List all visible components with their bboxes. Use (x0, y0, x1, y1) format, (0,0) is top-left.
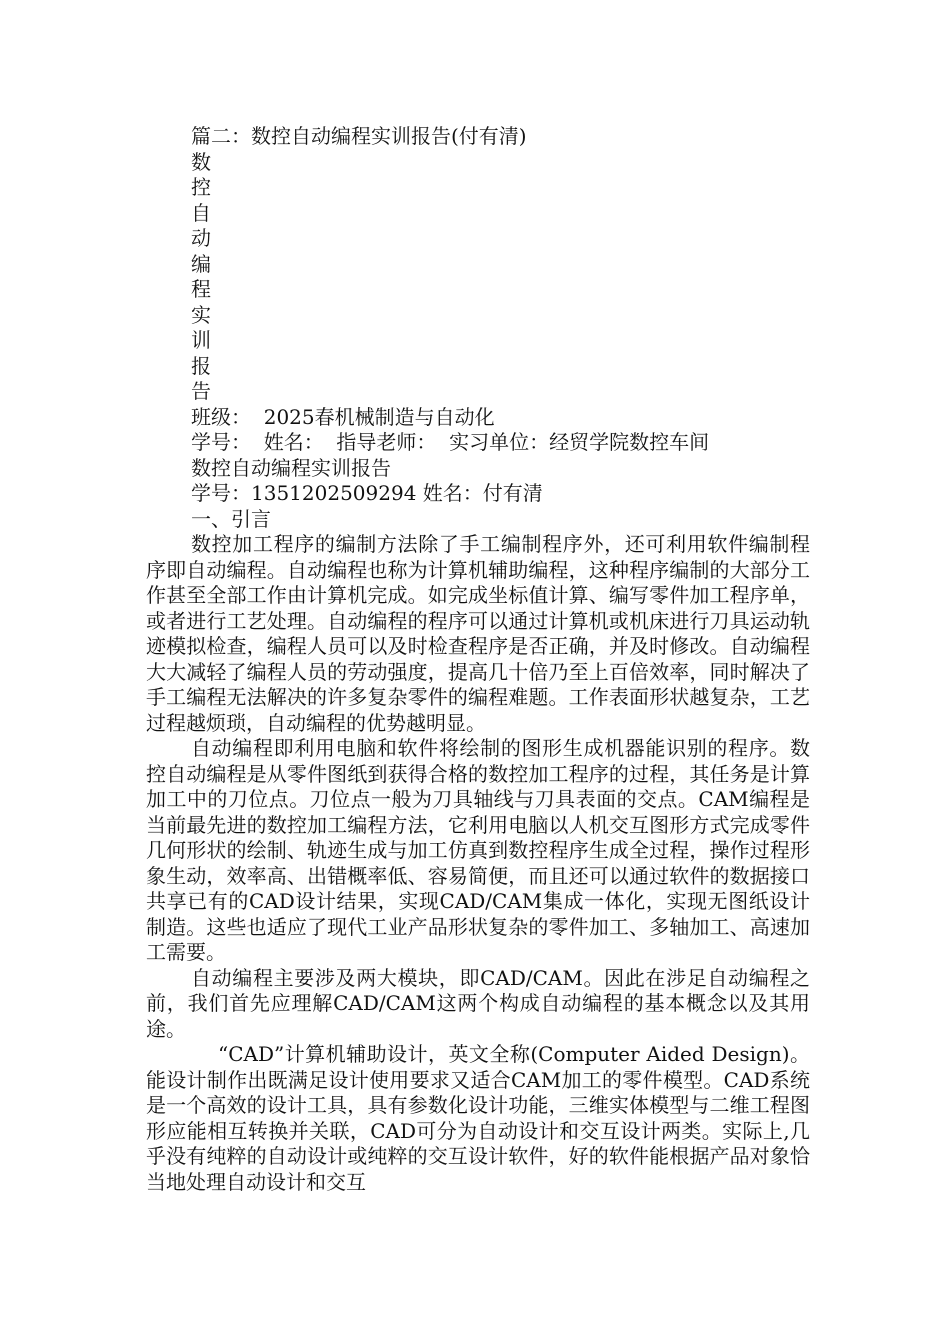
document-title-line: 篇二：数控自动编程实训报告(付有清) (191, 124, 527, 148)
vertical-title (146, 150, 810, 405)
vertical-title-char: 告 (191, 379, 211, 403)
document-body (146, 124, 810, 1195)
section-heading: 一、引言 (191, 506, 271, 531)
vertical-title-char: 自 (191, 200, 211, 225)
vertical-title-char: 编 (191, 251, 211, 276)
vertical-title-char: 程 (191, 277, 211, 301)
vertical-title-char: 控 (191, 175, 211, 199)
vertical-title-char: 实 (191, 302, 211, 327)
student-line: 学号：1351202509294 姓名：付有清 (191, 481, 543, 505)
vertical-title-char: 报 (191, 353, 211, 378)
vertical-title-char: 动 (191, 226, 211, 250)
class-line: 班级： 2025春机械制造与自动化 (191, 404, 495, 429)
info-line: 学号： 姓名： 指导老师： 实习单位：经贸学院数控车间 (191, 430, 710, 454)
paragraph: “CAD”计算机辅助设计，英文全称(Computer Aided Design)。能设计制作出既满足设计使用要求又适合CAM加工的零件模型。CAD系统是一个高效的设计工具，具有参数化设计功能，三维实体模型与二维工程图形应能相互转换并关联，CAD可分为自动设计和交互设计两类。实际上,几乎没有纯粹的自动设计或纯粹的交互设计软件，好的软件能根据产品对象恰当地处理自动设计和交互 (146, 1042, 810, 1194)
vertical-title-char: 训 (191, 328, 211, 352)
paragraph: 数控加工程序的编制方法除了手工编制程序外，还可利用软件编制程序即自动编程。自动编程也称为计算机辅助编程，这种程序编制的大部分工作甚至全部工作由计算机完成。如完成坐标值计算、编写零件加工程序单，或者进行工艺处理。自动编程的程序可以通过计算机或机床进行刀具运动轨迹模拟检查，编程人员可以及时检查程序是否正确，并及时修改。自动编程大大减轻了编程人员的劳动强度，提高几十倍乃至上百倍效率，同时解决了手工编程无法解决的许多复杂零件的编程难题。工作表面形状越复杂，工艺过程越烦琐，自动编程的优势越明显。 (146, 532, 810, 735)
vertical-title-char: 数 (191, 149, 211, 174)
paragraph: 自动编程即利用电脑和软件将绘制的图形生成机器能识别的程序。数控自动编程是从零件图纸到获得合格的数控加工程序的过程，其任务是计算加工中的刀位点。刀位点一般为刀具轴线与刀具表面的交点。CAM编程是当前最先进的数控加工编程方法，它利用电脑以人机交互图形方式完成零件几何形状的绘制、轨迹生成与加工仿真到数控程序生成全过程，操作过程形象生动，效率高、出错概率低、容易简便，而且还可以通过软件的数据接口共享已有的CAD设计结果，实现CAD/CAM集成一体化，实现无图纸设计制造。这些也适应了现代工业产品形状复杂的零件加工、多轴加工、高速加工需要。 (146, 736, 810, 964)
report-title: 数控自动编程实训报告 (191, 455, 391, 480)
paragraph: 自动编程主要涉及两大模块，即CAD/CAM。因此在涉足自动编程之前，我们首先应理解CAD/CAM这两个构成自动编程的基本概念以及其用途。 (146, 965, 810, 1041)
